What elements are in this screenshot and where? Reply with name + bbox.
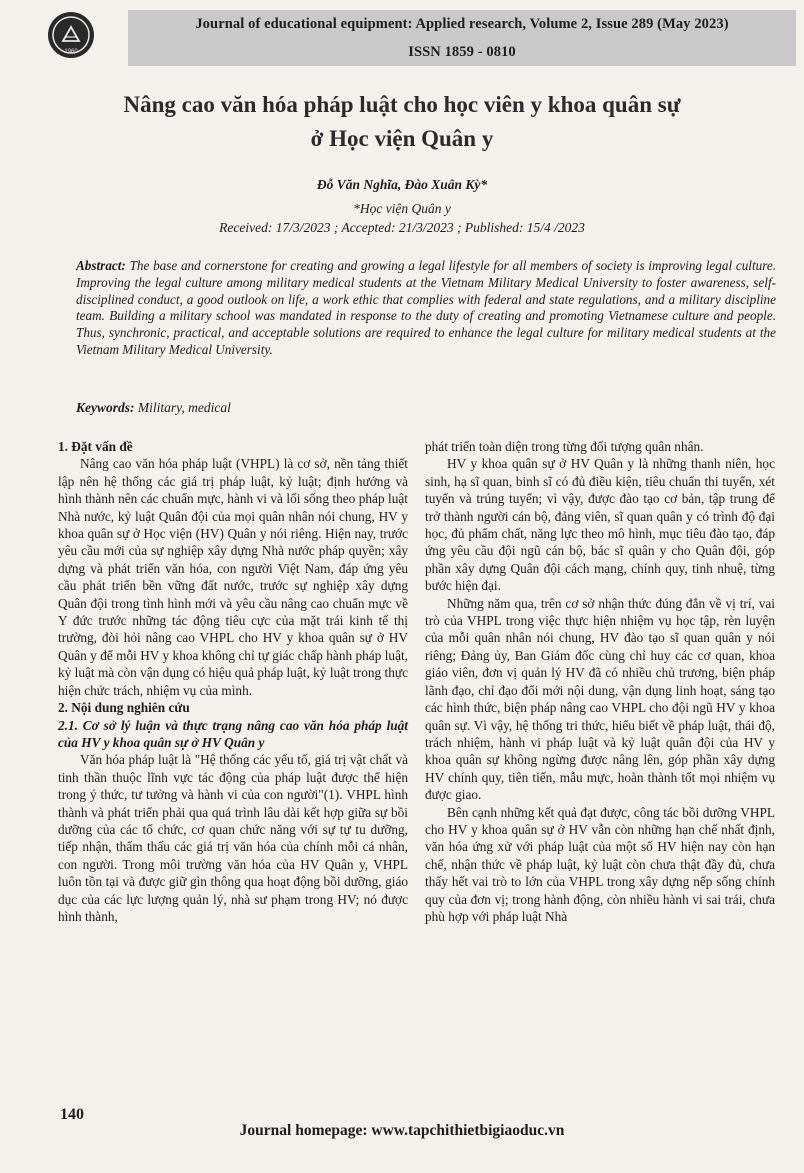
keywords-label: Keywords: [76, 400, 135, 415]
abstract-text: The base and cornerstone for creating and growing a legal lifestyle for all members of society is improving legal culture. Improving the legal culture among military medical students at the Vietnam Military Medical University to foster awareness, self-disciplined conduct, a good outlook on life, a work ethic that complies with federal and state regulations, and a military discipline team. Building a military school was mandated in response to the duty of creating and promoting Vietnamese culture and people. Thus, synchronic, practical, and acceptable solutions are required to enhance the legal culture for military medical students at the Vietnam Military Medical University. [76, 258, 777, 357]
journal-logo [48, 12, 94, 58]
section-1-paragraph: Nâng cao văn hóa pháp luật (VHPL) là cơ sở, nền tảng thiết lập nên hệ thống các giá trị pháp luật, kỷ luật; định hướng và hình thành nên các chuẩn mực, hành vi và lối sống theo pháp luật Nhà nước, kỷ luật Quân đội của mọi quân nhân nói chung, HV y khoa quân sự ở Học viện (HV) Quân y nói riêng. Hiện nay, trước yêu cầu mới của sự nghiệp xây dựng Nhà nước pháp quyền; xây dựng và phát triển văn hóa, con người Việt Nam, đáp ứng yêu cầu phát triển bền vững đất nước, trước sự nghiệp xây dựng Quân đội trong tình hình mới và yêu cầu nâng cao chuẩn mực về Y đức trước những tác động tiêu cực của mặt trái kinh tế thị trường, đòi hỏi nâng cao VHPL cho HV y khoa quân sự ở HV Quân y để mỗi HV y khoa không chỉ tự giác chấp hành pháp luật, kỷ luật mà còn vận dụng có hiệu quả pháp luật, kỷ luật trong thực hiện chức trách, nhiệm vụ của mình. [58, 456, 408, 698]
right-paragraph-1: HV y khoa quân sự ở HV Quân y là những thanh niên, học sinh, hạ sĩ quan, binh sĩ có đủ điều kiện, tiêu chuẩn thi tuyển, xét tuyển và trúng tuyển; vì vậy, được đào tạo cơ bản, tập trung để trở thành người cán bộ, đảng viên, sĩ quan quân y có trình độ đại học, đủ phẩm chất, năng lực theo mô hình, mục tiêu đào tạo, đáp ứng yêu cầu đội ngũ cán bộ, bác sĩ quân y cho Quân đội, góp phần xây dựng Quân đội cách mạng, chính quy, tinh nhuệ, từng bước hiện đại. [425, 456, 775, 594]
section-2-1-paragraph: Văn hóa pháp luật là "Hệ thống các yếu tố, giá trị vật chất và tinh thần thuộc lĩnh vực tác động của pháp luật được thể hiện trong ý thức, tư tưởng và hành vi của con người"(1). VHPL hình thành và phát triển phải qua quá trình lâu dài kết hợp giữa sự bồi dưỡng của các tổ chức, cơ quan chức năng với sự tự tu dưỡng, tiếp nhận, thẩm thấu các giá trị văn hóa của chính mỗi cá nhân, con người. Trong môi trường văn hóa của HV Quân y, VHPL luôn tồn tại và được giữ gìn thông qua hoạt động bồi dưỡng, giáo dục của các lực lượng quản lý, nhà sư phạm trong HV; nó được hình thành, [58, 752, 408, 924]
right-column [425, 438, 775, 925]
affiliation: *Học viện Quân y [353, 201, 451, 216]
abstract-label: Abstract: [76, 258, 126, 273]
section-2-heading: 2. Nội dung nghiên cứu [58, 700, 190, 716]
page-number: 140 [60, 1106, 84, 1123]
article-title-line2: ở Học viện Quân y [310, 126, 494, 151]
right-paragraph-3: Bên cạnh những kết quả đạt được, công tác bồi dưỡng VHPL cho HV y khoa quân sự ở HV vẫn còn những hạn chế nhất định, văn hóa ứng xử với pháp luật của một số HV hiện nay còn hạn chế, nhận thức về pháp luật, kỷ luật còn chưa thật đầy đủ, chưa thấy hết vai trò to lớn của VHPL trong xây dựng nếp sống chính quy của đơn vị; trong hành động, còn nhiều hành vi sai trái, chưa phù hợp với pháp luật Nhà [425, 804, 775, 924]
article-title-line1: Nâng cao văn hóa pháp luật cho học viên y khoa quân sự [123, 92, 681, 117]
logo-text: 1960 [64, 49, 78, 55]
left-column [58, 438, 408, 925]
keywords [76, 400, 231, 416]
authors: Đỗ Văn Nghĩa, Đào Xuân Kỳ* [316, 177, 488, 192]
keywords-text: Military, medical [137, 400, 231, 415]
section-1-heading: 1. Đặt vấn đề [58, 439, 133, 454]
article-dates: Received: 17/3/2023 ; Accepted: 21/3/2023 ; Published: 15/4 /2023 [219, 220, 585, 235]
journal-citation: Journal of educational equipment: Applied research, Volume 2, Issue 289 (May 2023) [195, 16, 729, 32]
issn: ISSN 1859 - 0810 [408, 44, 516, 60]
section-2-1-heading: 2.1. Cơ sở lý luận và thực trạng nâng cao văn hóa pháp luật của HV y khoa quân sự ở HV Quân y [58, 717, 408, 750]
right-paragraph-0: phát triển toàn diện trong từng đối tượng quân nhân. [425, 439, 704, 454]
abstract [76, 258, 776, 359]
right-paragraph-2: Những năm qua, trên cơ sở nhận thức đúng đắn về vị trí, vai trò của VHPL trong việc thực hiện nhiệm vụ học tập, rèn luyện của mỗi quân nhân nói chung, HV đào tạo sĩ quan quân y nói riêng; Đảng ủy, Ban Giám đốc cùng chỉ huy các cơ quan, khoa giáo viên, đơn vị quản lý HV đã có nhiều chủ trương, biện pháp lãnh đạo, chỉ đạo đổi mới nội dung, vận dụng linh hoạt, sáng tạo các hình thức, biện pháp nâng cao VHPL cho đội ngũ HV y khoa quân sự. Vì vậy, hệ thống tri thức, hiểu biết về pháp luật, thái độ, trách nhiệm, hành vi pháp luật và kỷ luật quân đội của HV y khoa quân sự không ngừng được nâng lên, góp phần xây dựng HV chính quy, tiên tiến, mẫu mực, hoàn thành tốt mọi nhiệm vụ được giao. [425, 595, 775, 803]
journal-homepage: Journal homepage: www.tapchithietbigiaoduc.vn [239, 1122, 565, 1139]
